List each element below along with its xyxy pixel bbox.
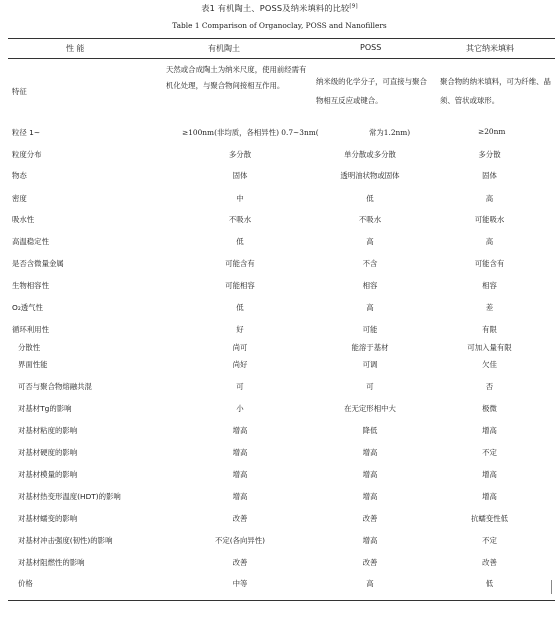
cell-other: 可能吸水 [474,215,505,224]
cell-organoclay: 小 [236,404,244,413]
row-label: 界面性能 [18,360,48,369]
cell-organoclay: 尚好 [232,360,248,369]
row-label: 对基材硬度的影响 [18,448,78,457]
table-caption-en: Table 1 Comparison of Organoclay, POSS and Nanofillers [172,21,387,30]
cell-organoclay: 增高 [232,470,248,479]
cell-other: 欠佳 [482,360,497,369]
cell-organoclay: ≥100nm(非均质，各相异性) 0.7~3nm( [182,128,319,137]
cell-organoclay: 增高 [232,426,248,435]
table-header-rule [8,58,555,59]
cell-poss: 增高 [362,492,378,501]
table-caption-cn [0,3,559,14]
row-label: 对基材冲击强度(韧性)的影响 [18,536,113,545]
cell-poss: 增高 [362,448,378,457]
scan-edge-mark [551,580,552,594]
table-bottom-rule [8,600,555,601]
cell-organoclay: 改善 [232,558,248,567]
row-label: 粒度分布 [12,150,42,159]
row-label: 可否与聚合物熔融共混 [18,382,92,391]
cell-poss: 透明油状物或固体 [340,171,400,180]
table-top-rule [8,38,555,39]
cell-poss: 可 [366,382,374,391]
cell-poss: 降低 [362,426,378,435]
cell-organoclay: 可能含有 [225,259,255,268]
cell-organoclay: 低 [236,237,244,246]
cell-other: 聚合物的纳米填料，可为纤维、晶须、管状或球形。 [440,77,551,105]
cell-other: 增高 [482,470,497,479]
cell-organoclay: 增高 [232,448,248,457]
cell-poss: 高 [366,579,374,588]
table-row-feature [0,62,559,122]
caption-cn-reference: [9] [349,3,358,10]
cell-organoclay: 中等 [232,579,248,588]
row-label: 价格 [18,579,33,588]
cell-organoclay: 多分散 [228,150,252,159]
row-label: 是否含微量金属 [12,259,64,268]
cell-other: 增高 [482,426,497,435]
cell-poss: 增高 [362,470,378,479]
cell-other: 增高 [482,492,497,501]
cell-poss: 能溶于基材 [351,343,389,352]
cell-other: 不定 [482,536,497,545]
cell-other: 差 [485,303,494,312]
cell-poss: 改善 [362,558,378,567]
cell-other: 改善 [482,558,497,567]
row-label: 对基材模量的影响 [18,470,78,479]
row-label: 生物相容性 [12,281,49,290]
cell-organoclay: 不吸水 [228,215,252,224]
header-poss: POSS [360,43,382,52]
row-label: O₂透气性 [12,303,43,312]
cell-other: 固体 [482,171,497,180]
cell-organoclay: 可能相容 [225,281,255,290]
row-label: 吸水性 [12,215,35,224]
cell-other: 高 [485,237,494,246]
cell-poss: 可能 [362,325,378,334]
cell-organoclay: 低 [236,303,244,312]
row-label: 对基材热变形温度(HDT)的影响 [18,492,121,501]
row-label: 密度 [12,194,27,203]
row-label: 特征 [12,87,27,96]
cell-organoclay: 改善 [232,514,248,523]
caption-cn-text: 表1 有机陶土、POSS及纳米填料的比较 [201,3,350,13]
row-label: 物态 [12,171,27,180]
cell-organoclay: 天然或合成陶土为纳米尺度，使用前经需有机化处理，与聚合物间接相互作用。 [166,65,307,90]
cell-other: 可能含有 [474,259,505,268]
row-label: 对基材蠕变的影响 [18,514,78,523]
row-label: 对基材阻燃性的影响 [18,558,85,567]
cell-organoclay: 尚可 [232,343,248,352]
cell-other: 极微 [482,404,497,413]
cell-poss: 改善 [362,514,378,523]
cell-organoclay: 中 [236,194,244,203]
cell-other: 高 [485,194,494,203]
cell-poss: 纳米级的化学分子，可直接与聚合物相互反应或键合。 [316,77,427,105]
cell-organoclay: 增高 [232,492,248,501]
cell-poss: 低 [366,194,374,203]
row-label: 高温稳定性 [12,237,49,246]
cell-organoclay: 可 [236,382,244,391]
cell-poss: 不吸水 [358,215,382,224]
cell-organoclay: 固体 [232,171,248,180]
cell-other: 低 [485,579,494,588]
cell-other: 多分散 [478,150,501,159]
cell-other: 不定 [482,448,497,457]
row-label: 循环利用性 [12,325,49,334]
cell-other: 否 [485,382,494,391]
cell-poss: 不含 [362,259,378,268]
cell-poss: 在无定形相中大 [344,404,396,413]
row-label: 对基材Tg的影响 [18,404,72,413]
cell-other: 抗蠕变性低 [471,514,508,523]
cell-poss: 高 [366,303,374,312]
cell-poss: 相容 [362,281,378,290]
cell-poss: 增高 [362,536,378,545]
header-property: 性 能 [66,44,85,53]
row-label: 粒径 1~ [12,128,41,137]
header-other-nanofillers: 其它纳米填料 [466,44,514,53]
header-organoclay: 有机陶土 [208,44,240,53]
cell-other: ≥20nm [478,127,506,136]
row-label: 分散性 [18,343,41,352]
row-label: 对基材粘度的影响 [18,426,78,435]
cell-other: 可加入量有限 [467,343,512,352]
cell-other: 相容 [482,281,497,290]
cell-poss: 可调 [362,360,378,369]
cell-poss: 常为1.2nm) [369,128,411,137]
cell-other: 有限 [482,325,497,334]
cell-organoclay: 不定(各向异性) [214,536,266,545]
cell-poss: 高 [366,237,374,246]
cell-organoclay: 好 [236,325,244,334]
cell-poss: 单分散或多分散 [344,150,396,159]
